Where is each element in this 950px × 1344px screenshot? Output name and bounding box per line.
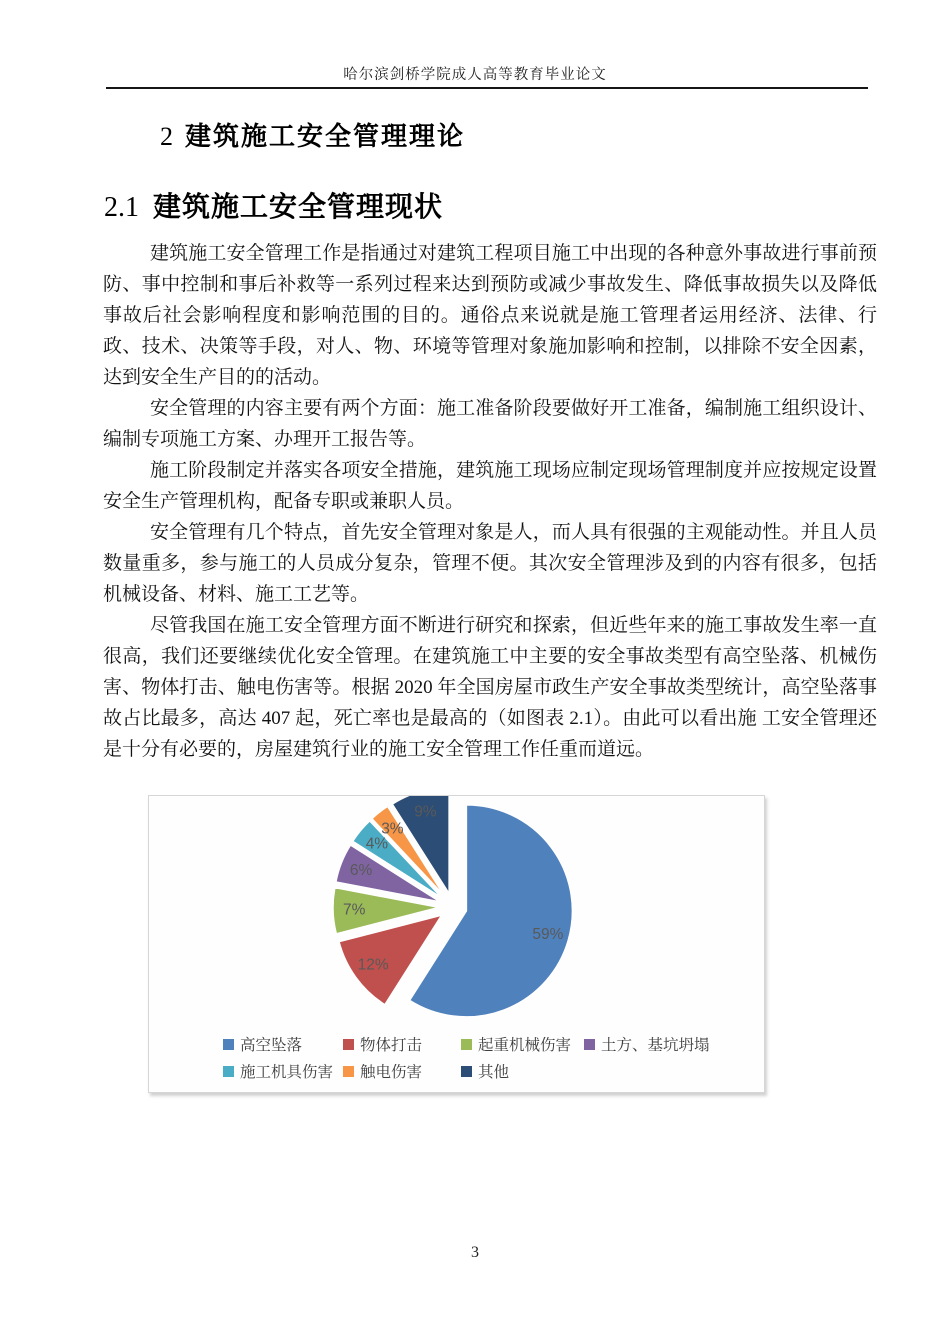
legend-swatch bbox=[223, 1039, 234, 1050]
legend-label: 起重机械伤害 bbox=[478, 1037, 572, 1054]
legend-item bbox=[584, 1033, 710, 1055]
legend-label: 土方、基坑坍塌 bbox=[601, 1037, 710, 1054]
pie-chart-figure bbox=[148, 795, 765, 1093]
section-number: 2 bbox=[160, 122, 173, 151]
section-title: 建筑施工安全管理理论 bbox=[185, 121, 466, 151]
body-paragraph: 施工阶段制定并落实各项安全措施，建筑施工现场应制定现场管理制度并应按规定设置安全生产管理机构，配备专职或兼职人员。 bbox=[103, 460, 877, 512]
legend-swatch bbox=[223, 1066, 234, 1077]
page-number: 3 bbox=[471, 1244, 479, 1261]
legend-swatch bbox=[343, 1066, 354, 1077]
page-header-title: 哈尔滨剑桥学院成人高等教育毕业论文 bbox=[343, 67, 607, 83]
subsection-number: 2.1 bbox=[104, 192, 139, 223]
legend-label: 高空坠落 bbox=[240, 1037, 303, 1054]
legend-item bbox=[461, 1060, 509, 1082]
legend-swatch bbox=[584, 1039, 595, 1050]
pie-data-label: 7% bbox=[342, 901, 366, 919]
legend-label: 触电伤害 bbox=[360, 1064, 423, 1081]
pie-data-label: 6% bbox=[349, 862, 373, 880]
pie-data-label: 12% bbox=[357, 956, 389, 974]
pie-data-label: 3% bbox=[381, 820, 404, 838]
body-paragraph: 安全管理有几个特点，首先安全管理对象是人，而人具有很强的主观能动性。并且人员数量重多，参与施工的人员成分复杂，管理不便。其次安全管理涉及到的内容有很多，包括机械设备、材料、施工工艺等。 bbox=[103, 522, 877, 605]
legend-swatch bbox=[461, 1066, 472, 1077]
subsection-heading bbox=[104, 191, 443, 224]
legend-item bbox=[223, 1033, 302, 1055]
legend-label: 物体打击 bbox=[360, 1037, 423, 1054]
subsection-title: 建筑施工安全管理现状 bbox=[153, 191, 444, 222]
body-paragraph: 安全管理的内容主要有两个方面：施工准备阶段要做好开工准备，编制施工组织设计、编制专项施工方案、办理开工报告等。 bbox=[103, 398, 877, 450]
legend-item bbox=[461, 1033, 571, 1055]
body-paragraph: 建筑施工安全管理工作是指通过对建筑工程项目施工中出现的各种意外事故进行事前预防、事中控制和事后补救等一系列过程来达到预防或减少事故发生、降低事故损失以及降低事故后社会影响程度和影响范围的目的。通俗点来说就是施工管理者运用经济、法律、行政、技术、决策等手段，对人、物、环境等管理对象施加影响和控制，以排除不安全因素，达到安全生产目的的活动。 bbox=[103, 243, 877, 388]
pie-data-label: 9% bbox=[414, 803, 437, 821]
body-paragraph: 尽管我国在施工安全管理方面不断进行研究和探索，但近些年来的施工事故发生率一直很高，我们还要继续优化安全管理。在建筑施工中主要的安全事故类型有高空坠落、机械伤害、物体打击、触电伤害等。根据 2020 年全国房屋市政生产安全事故类型统计，高空坠落事故占比最多，高达 407 起，死亡率也是最高的（如图表 2.1）。由此可以看出施 工安全管理还是十分有必要的，房屋建筑行业的施工安全管理工作任重而道远。 bbox=[103, 615, 877, 760]
body-text-block bbox=[103, 238, 877, 765]
legend-swatch bbox=[343, 1039, 354, 1050]
pie-data-label: 4% bbox=[365, 835, 389, 853]
section-heading bbox=[160, 121, 465, 152]
legend-label: 其他 bbox=[478, 1064, 510, 1081]
header-rule bbox=[106, 87, 868, 89]
legend-item bbox=[343, 1033, 422, 1055]
legend-item bbox=[343, 1060, 422, 1082]
legend-swatch bbox=[461, 1039, 472, 1050]
pie-data-label: 59% bbox=[532, 926, 564, 944]
legend-label: 施工机具伤害 bbox=[240, 1064, 334, 1081]
legend-item bbox=[223, 1060, 333, 1082]
